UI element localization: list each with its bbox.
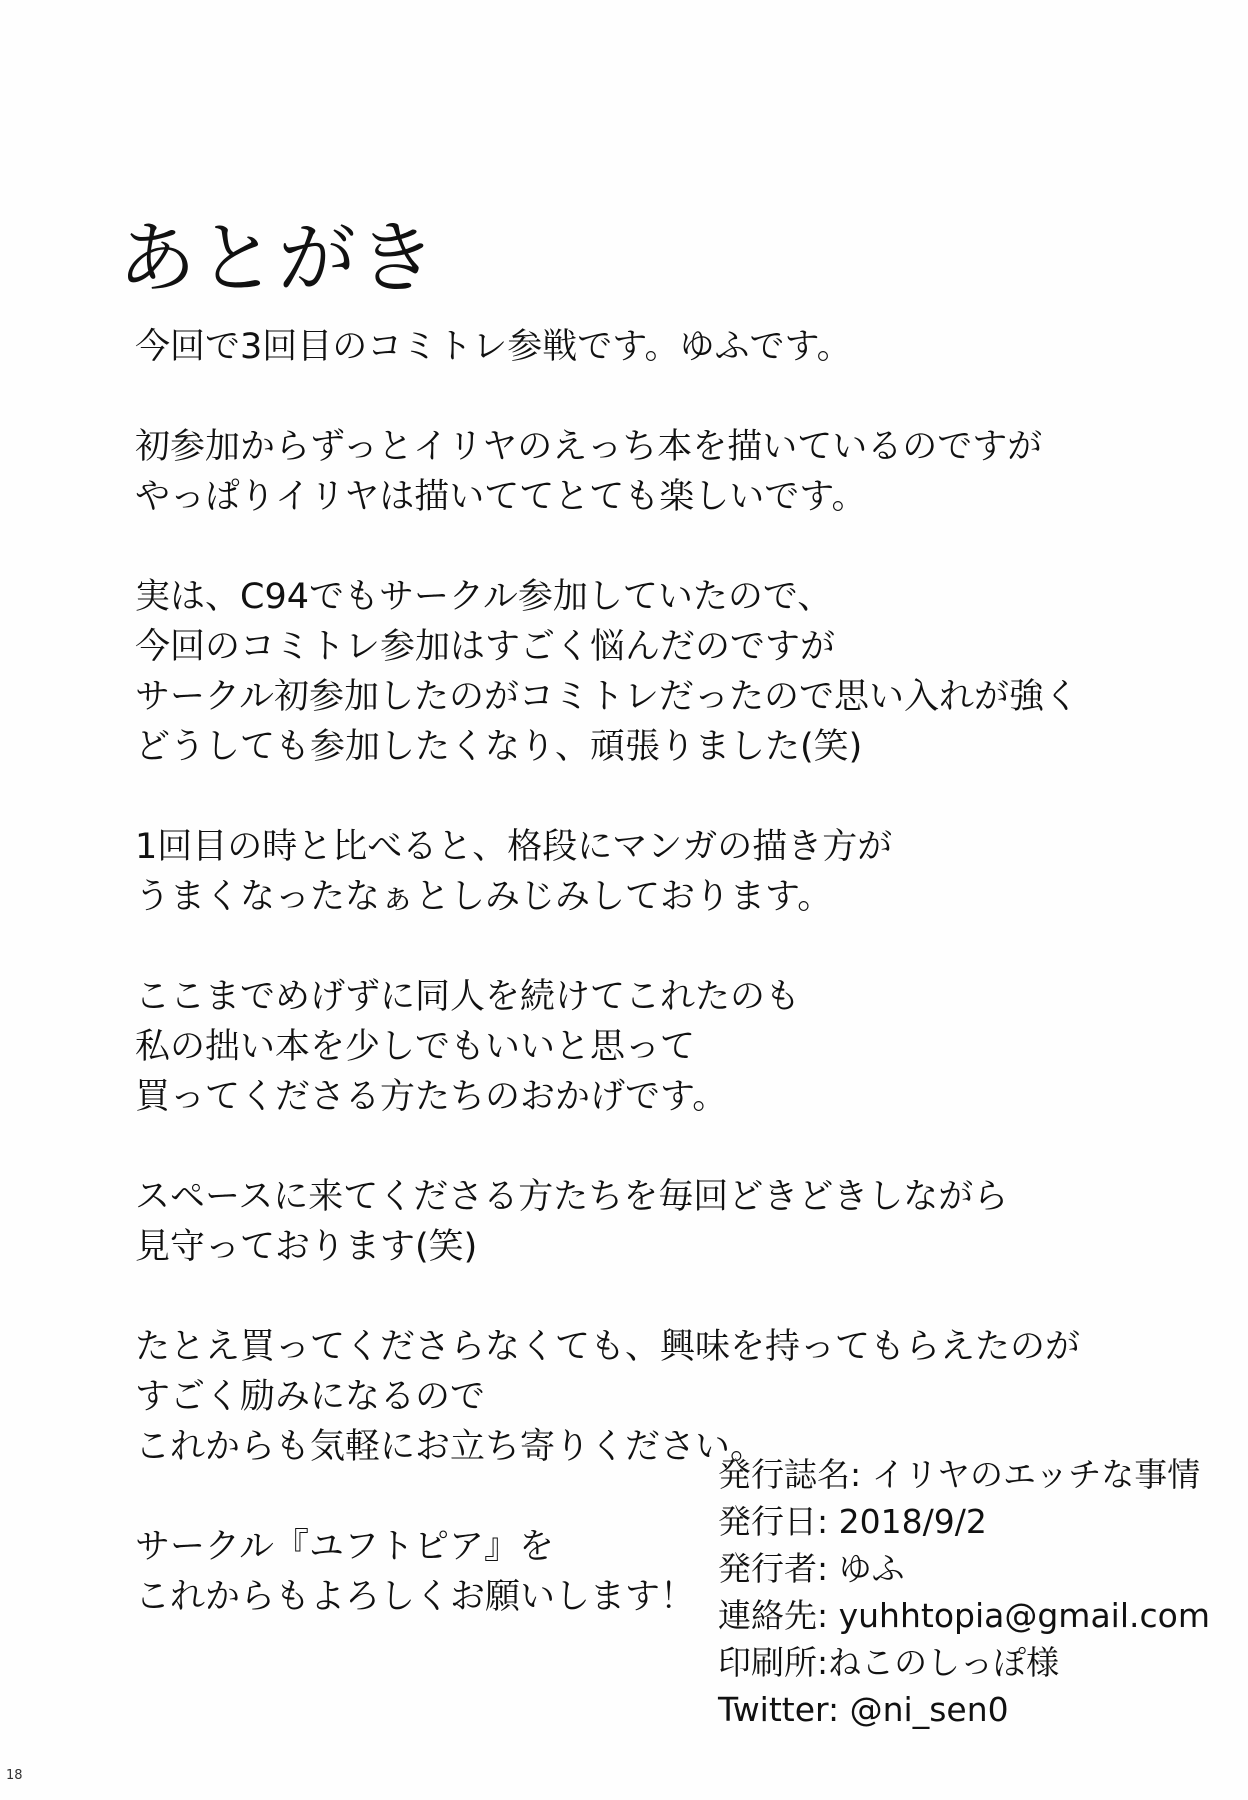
colophon-block xyxy=(718,1451,1238,1733)
afterword-line: サークル初参加したのがコミトレだったので思い入れが強く xyxy=(135,677,1079,717)
afterword-line: 私の拙い本を少しでもいいと思って xyxy=(135,1027,696,1067)
afterword-paragraph-6 xyxy=(135,1172,1035,1272)
afterword-line: スペースに来てくださる方たちを毎回どきどきしながら xyxy=(135,1177,1009,1217)
page-title: あとがき xyxy=(118,214,439,305)
afterword-line: 実は、C94でもサークル参加していたので、 xyxy=(135,577,833,617)
afterword-line: 見守っております(笑) xyxy=(135,1227,478,1267)
printer-line: 印刷所:ねこのしっぽ様 xyxy=(718,1643,1060,1682)
afterword-line: 初参加からずっとイリヤのえっち本を描いているのですが xyxy=(135,427,1043,467)
publication-title-line: 発行誌名: イリヤのエッチな事情 xyxy=(718,1455,1201,1494)
afterword-paragraph-3 xyxy=(135,572,1079,772)
page-number: 18 xyxy=(6,1768,23,1783)
afterword-line: 買ってくださる方たちのおかげです。 xyxy=(135,1077,728,1117)
afterword-line: サークル『ユフトピア』を xyxy=(135,1527,554,1567)
publisher-line: 発行者: ゆふ xyxy=(718,1549,905,1588)
afterword-line: これからもよろしくお願いします！ xyxy=(135,1577,696,1617)
afterword-line: 1回目の時と比べると、格段にマンガの描き方が xyxy=(135,827,893,867)
afterword-line: うまくなったなぁとしみじみしております。 xyxy=(135,877,833,917)
contact-email-line: 連絡先: yuhhtopia@gmail.com xyxy=(718,1596,1210,1635)
twitter-line: Twitter: @ni_sen0 xyxy=(718,1690,1009,1729)
afterword-line: 今回のコミトレ参加はすごく悩んだのですが xyxy=(135,627,836,667)
publication-date-line: 発行日: 2018/9/2 xyxy=(718,1502,987,1541)
afterword-line: 今回で3回目のコミトレ参戦です。ゆふです。 xyxy=(135,327,852,367)
afterword-paragraph-2 xyxy=(135,422,1043,522)
afterword-line: どうしても参加したくなり、頑張りました(笑) xyxy=(135,727,863,767)
afterword-line: やっぱりイリヤは描いててとても楽しいです。 xyxy=(135,477,867,517)
afterword-paragraph-7 xyxy=(135,1322,1081,1472)
afterword-line: たとえ買ってくださらなくても、興味を持ってもらえたのが xyxy=(135,1327,1081,1367)
afterword-paragraph-5 xyxy=(135,972,1035,1122)
afterword-line: ここまでめげずに同人を続けてこれたのも xyxy=(135,977,801,1017)
afterword-paragraph-4 xyxy=(135,822,1035,922)
afterword-line: すごく励みになるので xyxy=(135,1377,486,1417)
afterword-paragraph-1 xyxy=(135,322,1035,372)
afterword-line: これからも気軽にお立ち寄りください。 xyxy=(135,1427,766,1467)
